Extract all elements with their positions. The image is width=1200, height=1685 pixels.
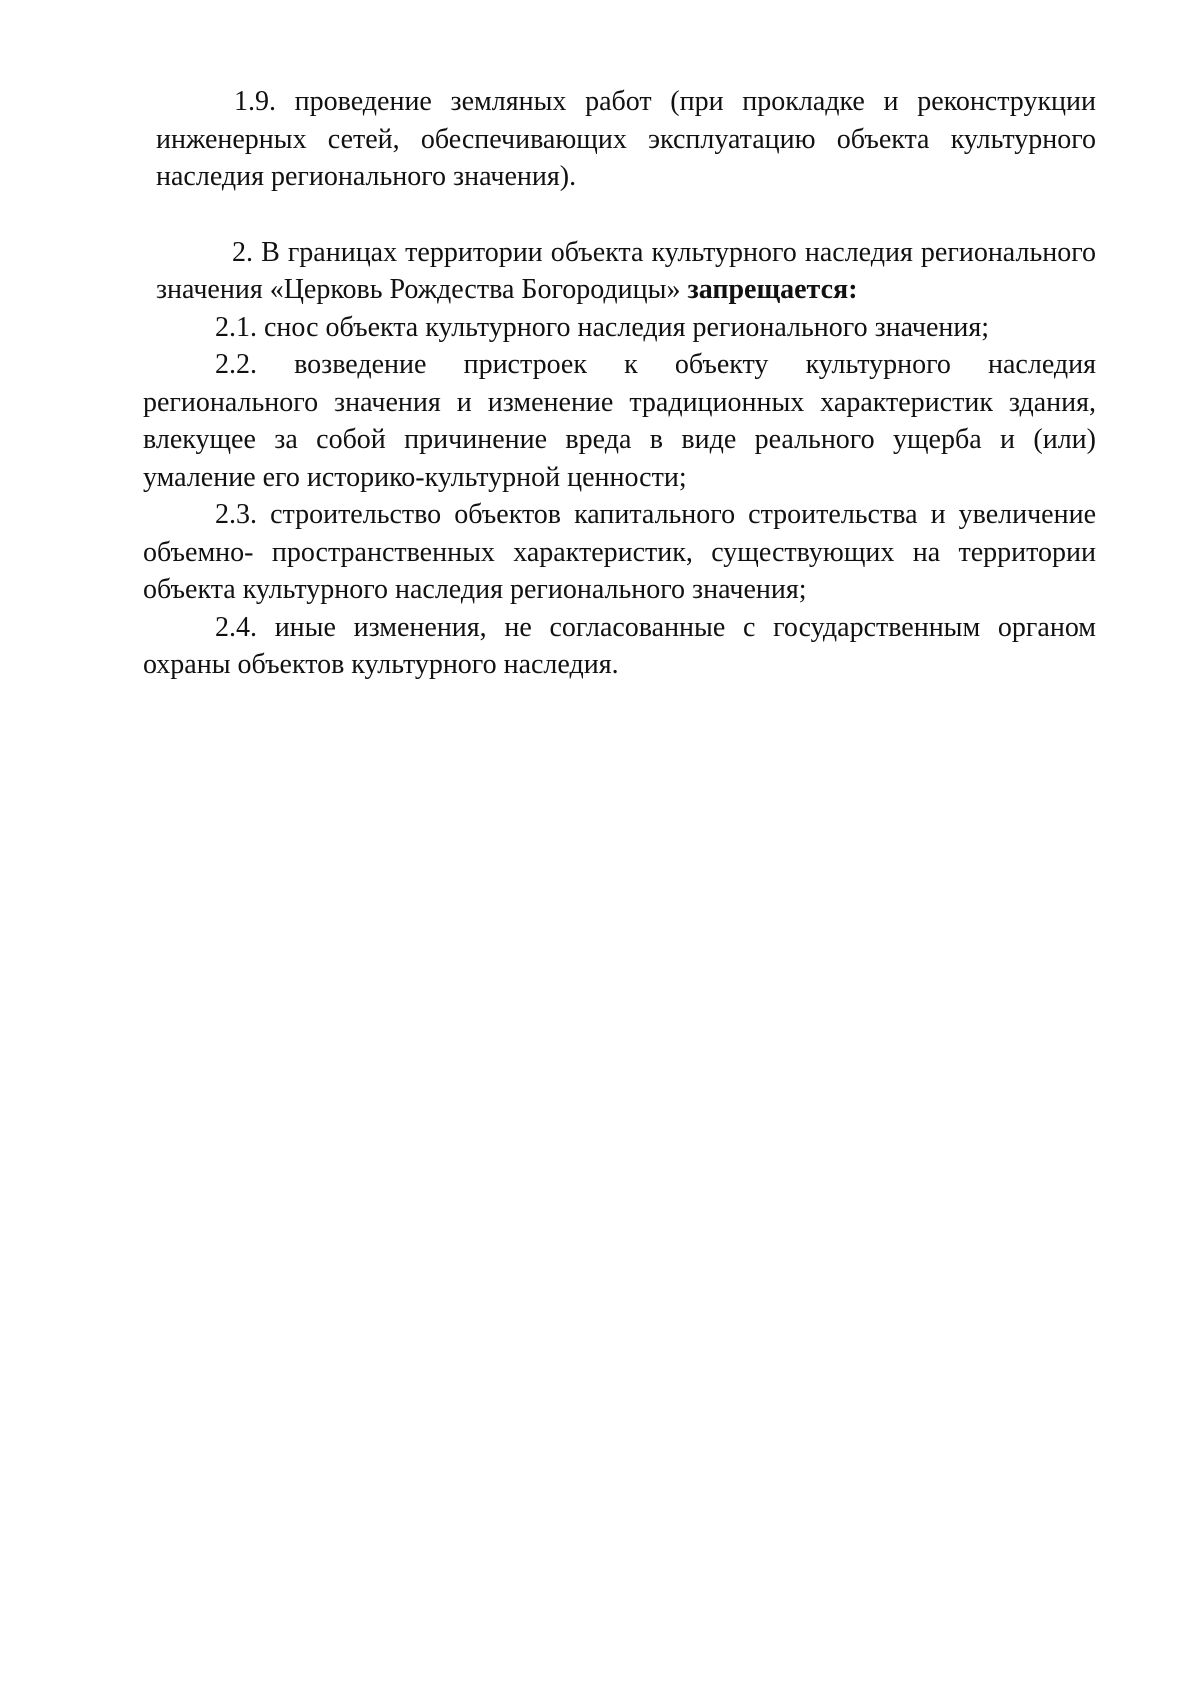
- lower-block: [143, 309, 1096, 684]
- paragraph-2-2: 2.2. возведение пристроек к объекту культурного наследия регионального значения и изменение традиционных характеристик здания, влекущее за собой причинение вреда в виде реального ущерба и (или) умаление его историко-культурной ценности;: [143, 349, 1096, 493]
- paragraph-2-1: 2.1. снос объекта культурного наследия регионального значения;: [215, 311, 990, 343]
- paragraph-2-3: 2.3. строительство объектов капитального строительства и увеличение объемно- пространственных характеристик, существующих на территории объекта культурного наследия регионального значения;: [143, 499, 1096, 605]
- paragraph-1-9: 1.9. проведение земляных работ (при прокладке и реконструкции инженерных сетей, обеспечивающих эксплуатацию объекта культурного наследия регионального значения).: [156, 86, 1096, 192]
- upper-block: [156, 83, 1096, 309]
- paragraph-2: [156, 234, 1096, 309]
- paragraph-gap: [156, 196, 1096, 234]
- document-body: [143, 83, 1096, 684]
- paragraph-2-emphasis: запрещается:: [687, 274, 858, 305]
- paragraph-2-4: 2.4. иные изменения, не согласованные с государственным органом охраны объектов культурного наследия.: [143, 611, 1096, 680]
- paragraph-2-intro: 2. В границах территории объекта культурного наследия регионального значения «Церковь Рождества Богородицы»: [156, 236, 1096, 305]
